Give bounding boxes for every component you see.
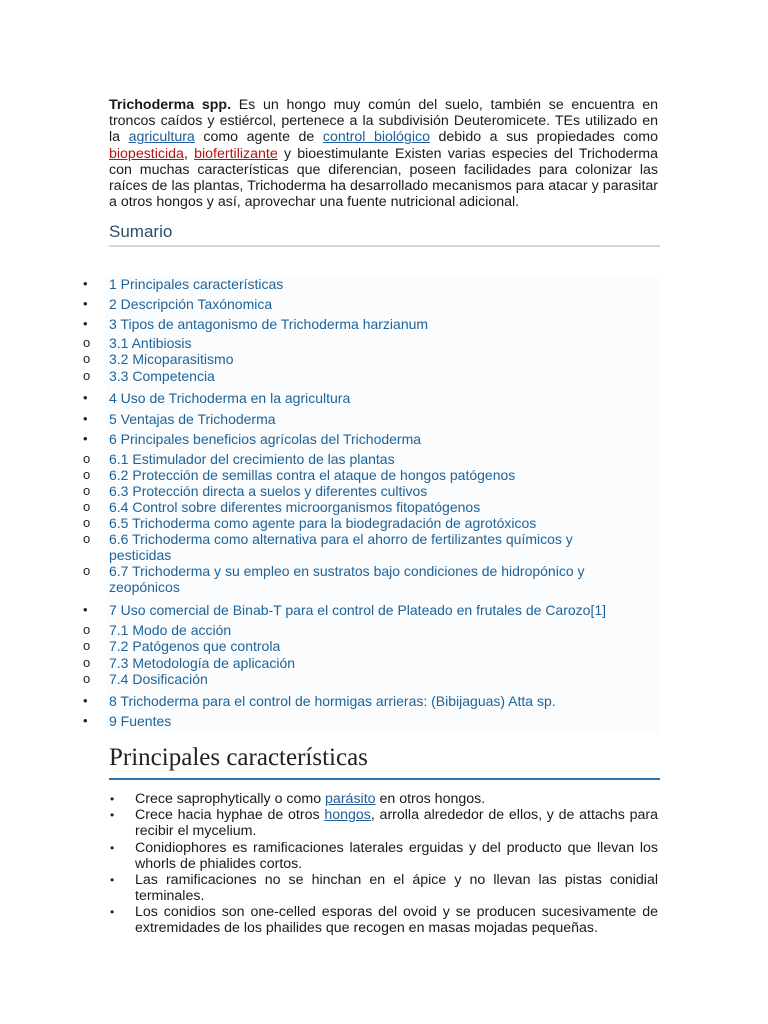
characteristic-item [135, 904, 658, 936]
link-biopesticida[interactable]: biopesticida [109, 145, 184, 162]
toc-link[interactable]: 7.1 Modo de acción [109, 622, 232, 638]
bullet-icon: • [83, 296, 88, 311]
toc-link[interactable]: 9 Fuentes [109, 713, 172, 729]
bullet-icon: • [83, 390, 88, 405]
bullet-icon: • [83, 411, 88, 426]
sumario-heading: Sumario [109, 222, 660, 247]
intro-paragraph [109, 97, 658, 210]
characteristic-text: Crece saprophytically o como [135, 791, 326, 807]
bullet-icon: • [83, 276, 88, 291]
section-heading-principales: Principales características [109, 744, 660, 780]
sub-bullet-icon: o [83, 467, 91, 482]
sub-bullet-icon: o [83, 622, 91, 637]
intro-text-5: y bioestimulante Existen varias especies del Trichoderma con muchas características que diferencian, poseen facilidades para colonizar las raíces de las plantas, Trichoderma ha desarrollado mecanismos para atacar y parasitar a otros hongos y así, aprovechar una fuente nutricional adicional. [109, 145, 658, 211]
characteristic-item [135, 791, 658, 807]
toc-link[interactable]: 6.6 Trichoderma como alternativa para el ahorro de fertilizantes químicos y pesticidas [109, 531, 573, 563]
intro-term: Trichoderma spp. [109, 97, 232, 113]
intro-text-1: Es un hongo muy común del suelo, también se encuentra en troncos caídos y estiércol, pertenece a la subdivisión Deuteromicete. TEs utilizado en la [109, 97, 658, 146]
bullet-icon: • [110, 792, 115, 806]
intro-text-4: , [183, 145, 195, 162]
toc-link[interactable]: 1 Principales características [109, 276, 284, 292]
sub-bullet-icon: o [83, 515, 91, 530]
toc-link[interactable]: 7.4 Dosificación [109, 671, 208, 687]
intro-text-2: como agente de [194, 129, 323, 146]
characteristic-text-end: en otros hongos. [375, 791, 486, 807]
toc-link[interactable]: 8 Trichoderma para el control de hormigas arrieras: (Bibijaguas) Atta sp. [109, 693, 556, 709]
bullet-icon: • [83, 316, 88, 331]
link-control-biologico[interactable]: control biológico [322, 129, 430, 146]
toc-link[interactable]: 6.3 Protección directa a suelos y diferentes cultivos [109, 483, 428, 499]
link-agricultura[interactable]: agricultura [128, 129, 195, 146]
bullet-icon: • [110, 841, 115, 855]
bullet-icon: • [83, 693, 88, 708]
toc-link[interactable]: 7.3 Metodología de aplicación [109, 655, 296, 671]
toc-link[interactable]: 3.3 Competencia [109, 368, 215, 384]
sub-bullet-icon: o [83, 335, 91, 350]
characteristic-item [135, 807, 658, 839]
link-biofertilizante[interactable]: biofertilizante [194, 145, 278, 162]
bullet-icon: • [110, 905, 115, 919]
characteristic-text: Crece hacia hyphae de otros [135, 807, 325, 823]
bullet-icon: • [83, 713, 88, 728]
sub-bullet-icon: o [83, 671, 91, 686]
characteristic-text: Las ramificaciones no se hinchan en el ápice y no llevan las pistas conidial terminales. [135, 872, 658, 905]
characteristic-text-end: , arrolla alrededor de ellos, y de attachs para recibir el mycelium. [135, 807, 658, 840]
sub-bullet-icon: o [83, 368, 91, 383]
toc-link[interactable]: 7 Uso comercial de Binab-T para el control de Plateado en frutales de Carozo[1] [109, 602, 607, 618]
characteristic-link[interactable]: parásito [325, 791, 376, 807]
toc-link[interactable]: 6.1 Estimulador del crecimiento de las plantas [109, 451, 395, 467]
characteristic-text: Los conidios son one-celled esporas del ovoid y se producen sucesivamente de extremidades de los phailides que recogen en masas mojadas pequeñas. [135, 904, 658, 937]
bullet-icon: • [110, 808, 115, 822]
sub-bullet-icon: o [83, 638, 91, 653]
intro-text-3: debido a sus propiedades como [429, 129, 658, 146]
bullet-icon: • [110, 873, 115, 887]
toc-link[interactable]: 6.7 Trichoderma y su empleo en sustratos bajo condiciones de hidropónico y zeopónicos [109, 563, 585, 595]
sub-bullet-icon: o [83, 351, 91, 366]
toc-link[interactable]: 5 Ventajas de Trichoderma [109, 411, 276, 427]
sub-bullet-icon: o [83, 563, 91, 578]
sub-bullet-icon: o [83, 499, 91, 514]
sub-bullet-icon: o [83, 451, 91, 466]
toc-link[interactable]: 7.2 Patógenos que controla [109, 638, 281, 654]
toc-link[interactable]: 6.2 Protección de semillas contra el ataque de hongos patógenos [109, 467, 516, 483]
toc-link[interactable]: 3 Tipos de antagonismo de Trichoderma harzianum [109, 316, 429, 332]
sub-bullet-icon: o [83, 483, 91, 498]
characteristic-item [135, 840, 658, 872]
characteristic-link[interactable]: hongos [324, 807, 371, 823]
characteristic-item [135, 872, 658, 904]
bullet-icon: • [83, 431, 88, 446]
toc-link[interactable]: 4 Uso de Trichoderma en la agricultura [109, 390, 351, 406]
sub-bullet-icon: o [83, 655, 91, 670]
bullet-icon: • [83, 602, 88, 617]
toc-link[interactable]: 2 Descripción Taxónomica [109, 296, 273, 312]
toc-link[interactable]: 6.4 Control sobre diferentes microorganismos fitopatógenos [109, 499, 481, 515]
toc-link[interactable]: 6 Principales beneficios agrícolas del Trichoderma [109, 431, 422, 447]
toc-link[interactable]: 3.2 Micoparasitismo [109, 351, 234, 367]
toc-link[interactable]: 6.5 Trichoderma como agente para la biodegradación de agrotóxicos [109, 515, 537, 531]
toc-link[interactable]: 3.1 Antibiosis [109, 335, 192, 351]
characteristic-text: Conidiophores es ramificaciones laterales erguidas y del producto que llevan los whorls de phialides cortos. [135, 840, 658, 873]
sub-bullet-icon: o [83, 531, 91, 546]
